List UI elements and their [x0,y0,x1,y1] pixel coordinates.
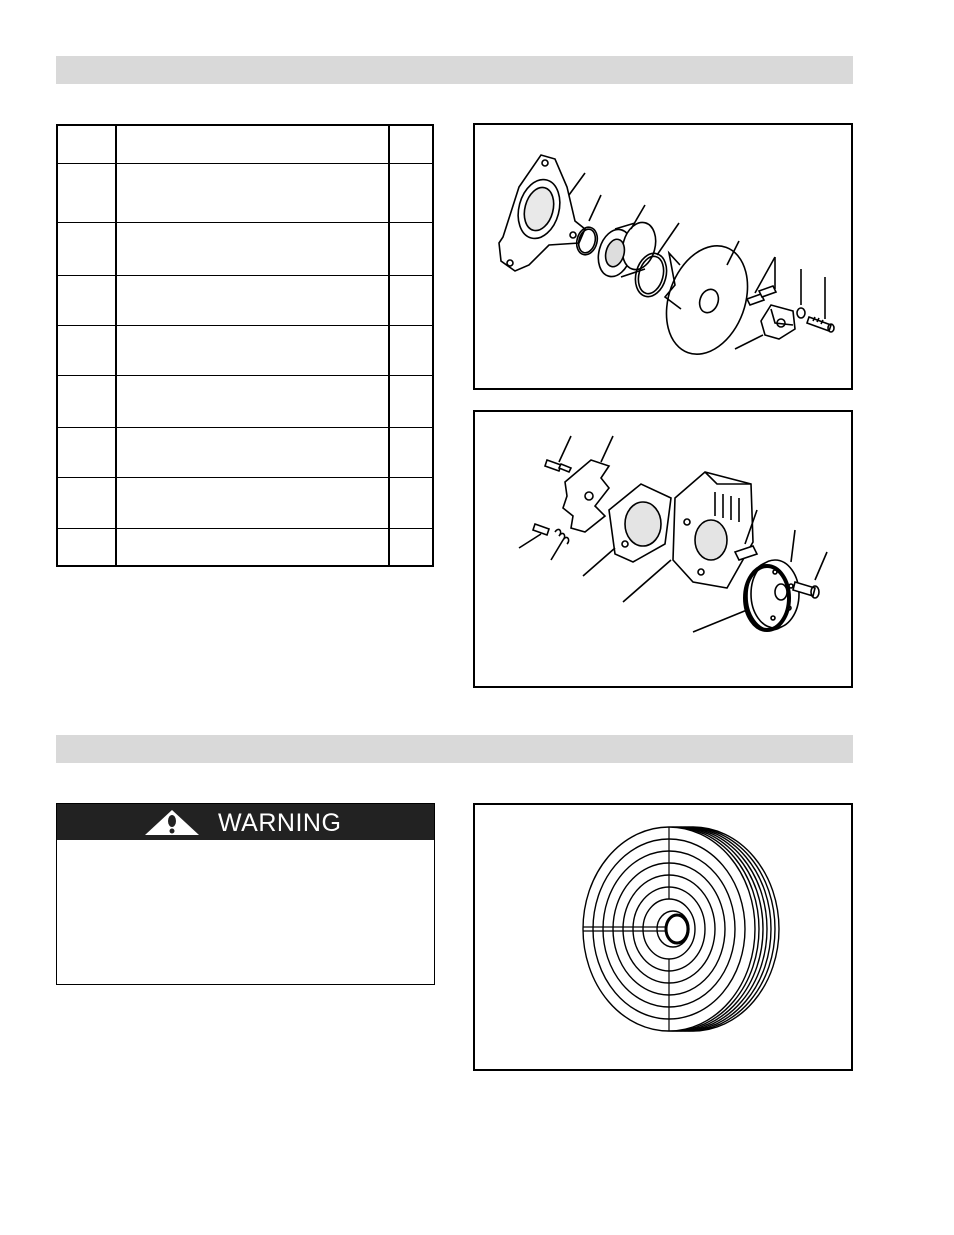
exploded-bracket-figure [473,410,853,688]
warning-triangle-icon [143,808,201,836]
table-row-divider [58,275,432,276]
section-header-bar-bottom [56,735,853,763]
coil-pulley-figure [473,803,853,1071]
section-header-bar-top [56,56,853,84]
coil-pulley-illustration [475,805,851,1069]
table-row-divider [58,325,432,326]
exploded-assembly-illustration [475,125,851,388]
exploded-assembly-figure [473,123,853,390]
table-column-divider [388,126,390,565]
warning-header [57,804,434,840]
table-column-divider [115,126,117,565]
warning-title: WARNING [218,809,342,837]
parts-table [56,124,434,567]
table-row-divider [58,375,432,376]
table-row-divider [58,427,432,428]
exploded-bracket-illustration [475,412,851,686]
warning-box [56,803,435,985]
table-row-divider [58,477,432,478]
table-row-divider [58,163,432,164]
table-row-divider [58,528,432,529]
table-row-divider [58,222,432,223]
